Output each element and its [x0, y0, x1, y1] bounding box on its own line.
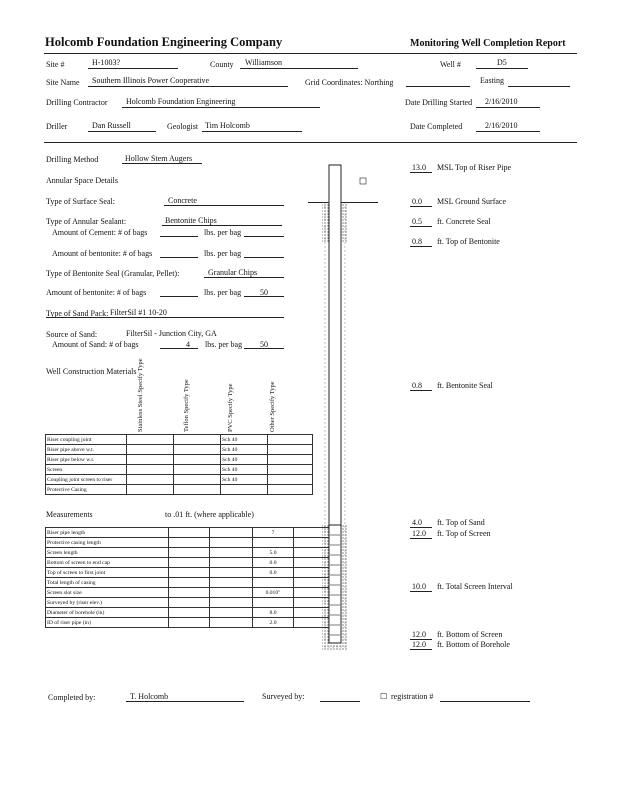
diagram-depth-line	[410, 538, 432, 539]
sand-lbs-label: lbs. per bag	[205, 340, 243, 349]
measurement-value: 5.0	[253, 548, 294, 558]
measurement-label: Top of screen to first joint	[46, 568, 169, 578]
date-started-line	[476, 107, 540, 108]
measurement-value: 0.0	[253, 568, 294, 578]
sand-source-value: FilterSil - Junction City, GA	[126, 329, 217, 338]
teflon-cell	[174, 445, 221, 455]
bentonite-bags-line	[160, 257, 198, 258]
measurement-label: Riser pipe length	[46, 528, 169, 538]
teflon-cell	[174, 475, 221, 485]
cement-lbs-line	[244, 236, 284, 237]
table-row	[46, 588, 335, 598]
material-label: Riser coupling joint	[46, 435, 127, 445]
measurement-cell	[210, 558, 253, 568]
diagram-label: ft. Bottom of Borehole	[437, 640, 510, 649]
sand-bags-line	[160, 348, 198, 349]
registration-checkbox[interactable]: ☐	[380, 692, 388, 701]
annular-label: Annular Space Details	[46, 176, 118, 185]
well-diagram	[300, 150, 410, 660]
teflon-cell	[174, 455, 221, 465]
pvc-cell	[221, 485, 268, 495]
drilling-method-value: Hollow Stem Augers	[125, 154, 193, 163]
measurement-label: Surveyed by (riser elev.)	[46, 598, 169, 608]
measurement-cell	[210, 608, 253, 618]
col-other: Other Specify Type	[269, 381, 276, 432]
date-completed-line	[476, 131, 540, 132]
measurement-cell	[169, 598, 210, 608]
bentonite-lbs-label: lbs. per bag	[204, 249, 242, 258]
measurement-cell	[169, 548, 210, 558]
measurement-label: Diameter of borehole (in)	[46, 608, 169, 618]
teflon-cell	[174, 485, 221, 495]
contractor-line	[122, 107, 320, 108]
bentonite-lbs2-label: lbs. per bag	[204, 288, 242, 297]
diagram-label: ft. Bottom of Screen	[437, 630, 503, 639]
site-name-value: Southern Illinois Power Cooperative	[92, 76, 210, 85]
northing-line	[406, 86, 470, 87]
completed-by-label: Completed by:	[48, 693, 96, 702]
site-no-value: H-1003?	[92, 58, 120, 67]
diagram-depth-line	[410, 246, 432, 247]
material-label: Coupling joint screen to riser	[46, 475, 127, 485]
pvc-cell: Sch 40	[221, 475, 268, 485]
table-row	[46, 608, 335, 618]
materials-table	[45, 434, 313, 495]
riser-cap	[360, 178, 366, 184]
stainless-cell	[127, 455, 174, 465]
table-row	[46, 528, 335, 538]
date-completed-label: Date Completed	[410, 122, 463, 131]
table-row	[46, 445, 313, 455]
diagram-label: ft. Top of Bentonite	[437, 237, 500, 246]
pvc-cell: Sch 40	[221, 435, 268, 445]
county-value: Williamson	[245, 58, 283, 67]
contractor-value: Holcomb Foundation Engineering	[126, 97, 236, 106]
col-stainless: Stainless Steel Specify Type	[137, 358, 144, 432]
diagram-label: ft. Bentonite Seal	[437, 381, 493, 390]
diagram-depth-line	[410, 591, 432, 592]
surface-seal-label: Type of Surface Seal:	[46, 197, 115, 206]
driller-line	[88, 131, 156, 132]
diagram-label: MSL Top of Riser Pipe	[437, 163, 512, 172]
col-teflon: Teflon Specify Type	[183, 379, 190, 432]
well-no-label: Well #	[440, 60, 461, 69]
surface-seal-value: Concrete	[168, 196, 197, 205]
site-name-line	[88, 86, 288, 87]
pvc-cell: Sch 40	[221, 445, 268, 455]
measurement-cell	[210, 528, 253, 538]
geologist-label: Geologist	[167, 122, 199, 131]
diagram-label: ft. Top of Sand	[437, 518, 485, 527]
bentonite-bags2-label: Amount of bentonite: # of bags	[46, 288, 147, 297]
table-row	[46, 558, 335, 568]
teflon-cell	[174, 465, 221, 475]
annular-sealant-value: Bentonite Chips	[165, 216, 217, 225]
contractor-label: Drilling Contractor	[46, 98, 108, 107]
diagram-label: MSL Ground Surface	[437, 197, 507, 206]
surveyed-by-line	[320, 701, 360, 702]
diagram-depth: 0.8	[412, 237, 422, 246]
diagram-depth-line	[410, 390, 432, 391]
diagram-label: ft. Concrete Seal	[437, 217, 491, 226]
county-line	[240, 68, 358, 69]
pvc-cell: Sch 40	[221, 465, 268, 475]
stainless-cell	[127, 465, 174, 475]
measurements-table	[45, 527, 335, 628]
cement-bags-line	[160, 236, 198, 237]
table-row	[46, 578, 335, 588]
bentonite-lbs2-line	[244, 296, 284, 297]
bentonite-lbs2-value: 50	[260, 288, 268, 297]
table-row	[46, 435, 313, 445]
stainless-cell	[127, 435, 174, 445]
company-name: Holcomb Foundation Engineering Company	[45, 35, 283, 49]
bentonite-seal-value: Granular Chips	[208, 268, 258, 277]
report-title: Monitoring Well Completion Report	[410, 38, 566, 49]
bentonite-seal-line	[204, 277, 284, 278]
surface-seal-line	[164, 205, 284, 206]
table-row	[46, 485, 313, 495]
diagram-depth: 0.8	[412, 381, 422, 390]
easting-label: Easting	[480, 76, 504, 85]
table-row	[46, 465, 313, 475]
diagram-depth: 0.5	[412, 217, 422, 226]
bentonite-lbs-line	[244, 257, 284, 258]
date-started-value: 2/16/2010	[485, 97, 518, 106]
measurement-cell	[210, 548, 253, 558]
table-row	[46, 568, 335, 578]
easting-line	[508, 86, 570, 87]
table-row	[46, 618, 335, 628]
measurement-cell	[169, 568, 210, 578]
drilling-method-label: Drilling Method	[46, 155, 99, 164]
diagram-depth: 12.0	[412, 640, 426, 649]
diagram-depth-line	[410, 226, 432, 227]
site-no-label: Site #	[46, 60, 65, 69]
well-no-value: D5	[497, 58, 507, 67]
cement-bags-label: Amount of Cement: # of bags	[52, 228, 148, 237]
measurement-value	[253, 598, 294, 608]
measurement-label: ID of riser pipe (in)	[46, 618, 169, 628]
measurement-value: 2.0	[253, 618, 294, 628]
drilling-method-line	[122, 163, 202, 164]
measurement-cell	[210, 598, 253, 608]
date-completed-value: 2/16/2010	[485, 121, 518, 130]
measurement-value	[253, 578, 294, 588]
driller-value: Dan Russell	[92, 121, 131, 130]
sand-source-label: Source of Sand:	[46, 330, 98, 339]
completed-by-line	[126, 701, 244, 702]
stainless-cell	[127, 485, 174, 495]
diagram-depth-line	[410, 172, 432, 173]
sand-pack-value: FilterSil #1 10-20	[110, 308, 167, 317]
diagram-depth: 12.0	[412, 529, 426, 538]
diagram-depth: 4.0	[412, 518, 422, 527]
riser-pipe	[329, 165, 341, 525]
measurements-units: to .01 ft. (where applicable)	[165, 510, 254, 519]
measurement-value: 0.010"	[253, 588, 294, 598]
section-rule	[44, 142, 577, 143]
material-label: Screen	[46, 465, 127, 475]
measurement-cell	[210, 568, 253, 578]
measurement-cell	[210, 578, 253, 588]
stainless-cell	[127, 475, 174, 485]
measurement-cell	[169, 608, 210, 618]
sand-bags-value: 4	[186, 340, 190, 349]
diagram-depth: 0.0	[412, 197, 422, 206]
measurement-cell	[210, 538, 253, 548]
geologist-line	[202, 131, 302, 132]
grid-label: Grid Coordinates: Northing	[305, 78, 394, 87]
annular-sealant-label: Type of Annular Sealant:	[46, 217, 127, 226]
material-label: Protective Casing	[46, 485, 127, 495]
measurement-value: 0.0	[253, 558, 294, 568]
diagram-depth-line	[410, 206, 432, 207]
county-label: County	[210, 60, 234, 69]
diagram-label: ft. Top of Screen	[437, 529, 491, 538]
measurement-cell	[169, 538, 210, 548]
driller-label: Driller	[46, 122, 68, 131]
materials-title: Well Construction Materials	[46, 367, 137, 376]
measurement-cell	[210, 618, 253, 628]
table-row	[46, 538, 335, 548]
diagram-depth: 10.0	[412, 582, 426, 591]
diagram-depth-line	[410, 527, 432, 528]
sand-bags-label: Amount of Sand: # of bags	[52, 340, 139, 349]
measurement-cell	[169, 528, 210, 538]
well-no-line	[476, 68, 528, 69]
measurement-cell	[169, 558, 210, 568]
completed-by-value: T. Holcomb	[130, 692, 169, 701]
surveyed-by-label: Surveyed by:	[262, 692, 305, 701]
teflon-cell	[174, 435, 221, 445]
date-started-label: Date Drilling Started	[405, 98, 473, 107]
site-name-label: Site Name	[46, 78, 80, 87]
registration-label: registration #	[391, 692, 434, 701]
measurement-value: 8.0	[253, 608, 294, 618]
measurement-value: 7	[253, 528, 294, 538]
diagram-label: ft. Total Screen Interval	[437, 582, 513, 591]
annular-sealant-line	[162, 225, 282, 226]
sand-pack-label: Type of Sand Pack:	[46, 309, 109, 318]
registration-line	[440, 701, 530, 702]
measurement-label: Screen length	[46, 548, 169, 558]
sand-pack-line	[46, 317, 284, 318]
diagram-depth-line	[410, 649, 432, 650]
table-row	[46, 455, 313, 465]
sand-lbs-value: 50	[260, 340, 268, 349]
stainless-cell	[127, 445, 174, 455]
material-label: Riser pipe above w.t.	[46, 445, 127, 455]
measurement-cell	[169, 618, 210, 628]
sand-lbs-line	[244, 348, 284, 349]
measurement-value	[253, 538, 294, 548]
pvc-cell: Sch 40	[221, 455, 268, 465]
bentonite-bags-label: Amount of bentonite: # of bags	[52, 249, 153, 258]
table-row	[46, 598, 335, 608]
table-row	[46, 475, 313, 485]
bentonite-bags2-line	[160, 296, 198, 297]
measurement-cell	[169, 588, 210, 598]
header-rule	[44, 53, 577, 54]
measurement-label: Total length of casing	[46, 578, 169, 588]
col-pvc: PVC Specify Type	[227, 383, 234, 432]
cement-lbs-label: lbs. per bag	[204, 228, 242, 237]
measurements-title: Measurements	[46, 510, 93, 519]
diagram-depth: 12.0	[412, 630, 426, 639]
table-row	[46, 548, 335, 558]
diagram-depth: 13.0	[412, 163, 426, 172]
site-no-line	[88, 68, 178, 69]
material-label: Riser pipe below w.t.	[46, 455, 127, 465]
measurement-label: Protective casing length	[46, 538, 169, 548]
measurement-label: Screen slot size	[46, 588, 169, 598]
measurement-label: Bottom of screen to end cap	[46, 558, 169, 568]
measurement-cell	[210, 588, 253, 598]
geologist-value: Tim Holcomb	[205, 121, 250, 130]
measurement-cell	[169, 578, 210, 588]
bentonite-seal-label: Type of Bentonite Seal (Granular, Pellet):	[46, 269, 180, 278]
